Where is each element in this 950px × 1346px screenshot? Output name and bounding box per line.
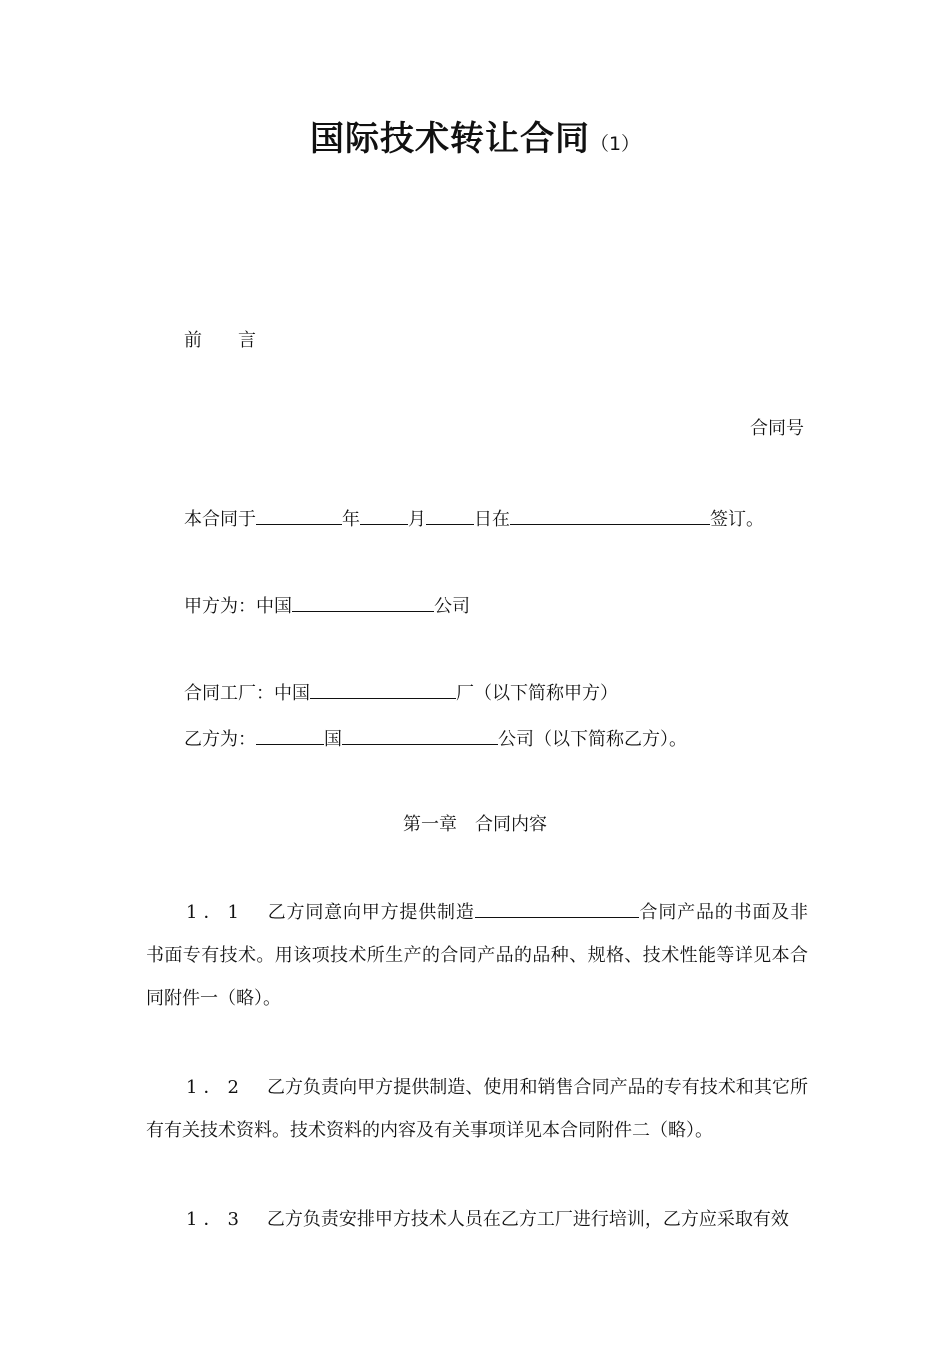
blank-factory-name[interactable] [310,678,456,699]
blank-month[interactable] [360,504,408,525]
signing-month: 月 [408,509,426,530]
blank-place[interactable] [510,504,710,525]
party-b-prefix: 乙方为： [184,729,256,750]
factory-line [184,678,618,707]
party-b-line [184,724,687,753]
signing-suffix: 签订。 [710,509,764,530]
signing-year: 年 [342,509,360,530]
document-title [0,114,950,169]
title-text: 国际技术转让合同 [309,119,590,159]
title-suffix: （1） [589,133,641,155]
clause-1-2 [146,1066,808,1152]
clause-number: 1．2 [186,1077,245,1098]
clause-number: 1．1 [186,902,245,923]
party-a-suffix: 公司 [434,596,470,617]
blank-party-b-company[interactable] [342,724,498,745]
party-a-line [184,591,470,620]
factory-suffix: 厂（以下简称甲方） [456,683,618,704]
preface-heading: 前 言 [184,330,256,351]
clause-1-1 [146,891,808,1020]
clause-text-after: 合同产品的书面及非书面专有技术。用该项技术所生产的合同产品的品种、规格、技术性能等详见本合同附件一（略）。 [146,902,809,1009]
signing-line [184,504,764,533]
clause-text: 乙方负责安排甲方技术人员在乙方工厂进行培训，乙方应采取有效 [266,1209,789,1230]
contract-number-label: 合同号 [750,418,804,439]
blank-product-name[interactable] [475,897,639,918]
clause-1-3 [146,1198,808,1241]
clause-number: 1．3 [186,1209,245,1230]
clause-text: 乙方负责向甲方提供制造、使用和销售合同产品的专有技术和其它所有有关技术资料。技术资料的内容及有关事项详见本合同附件二（略）。 [146,1077,808,1141]
factory-prefix: 合同工厂：中国 [184,683,310,704]
blank-party-b-country[interactable] [256,724,324,745]
signing-day: 日在 [474,509,510,530]
chapter-1-heading: 第一章 合同内容 [403,814,547,835]
blank-party-a-company[interactable] [292,591,434,612]
clause-text-before: 乙方同意向甲方提供制造 [266,902,475,923]
party-a-prefix: 甲方为：中国 [184,596,292,617]
blank-year[interactable] [256,504,342,525]
party-b-mid: 国 [324,729,342,750]
signing-prefix: 本合同于 [184,509,256,530]
blank-day[interactable] [426,504,474,525]
party-b-suffix: 公司（以下简称乙方）。 [498,729,687,750]
